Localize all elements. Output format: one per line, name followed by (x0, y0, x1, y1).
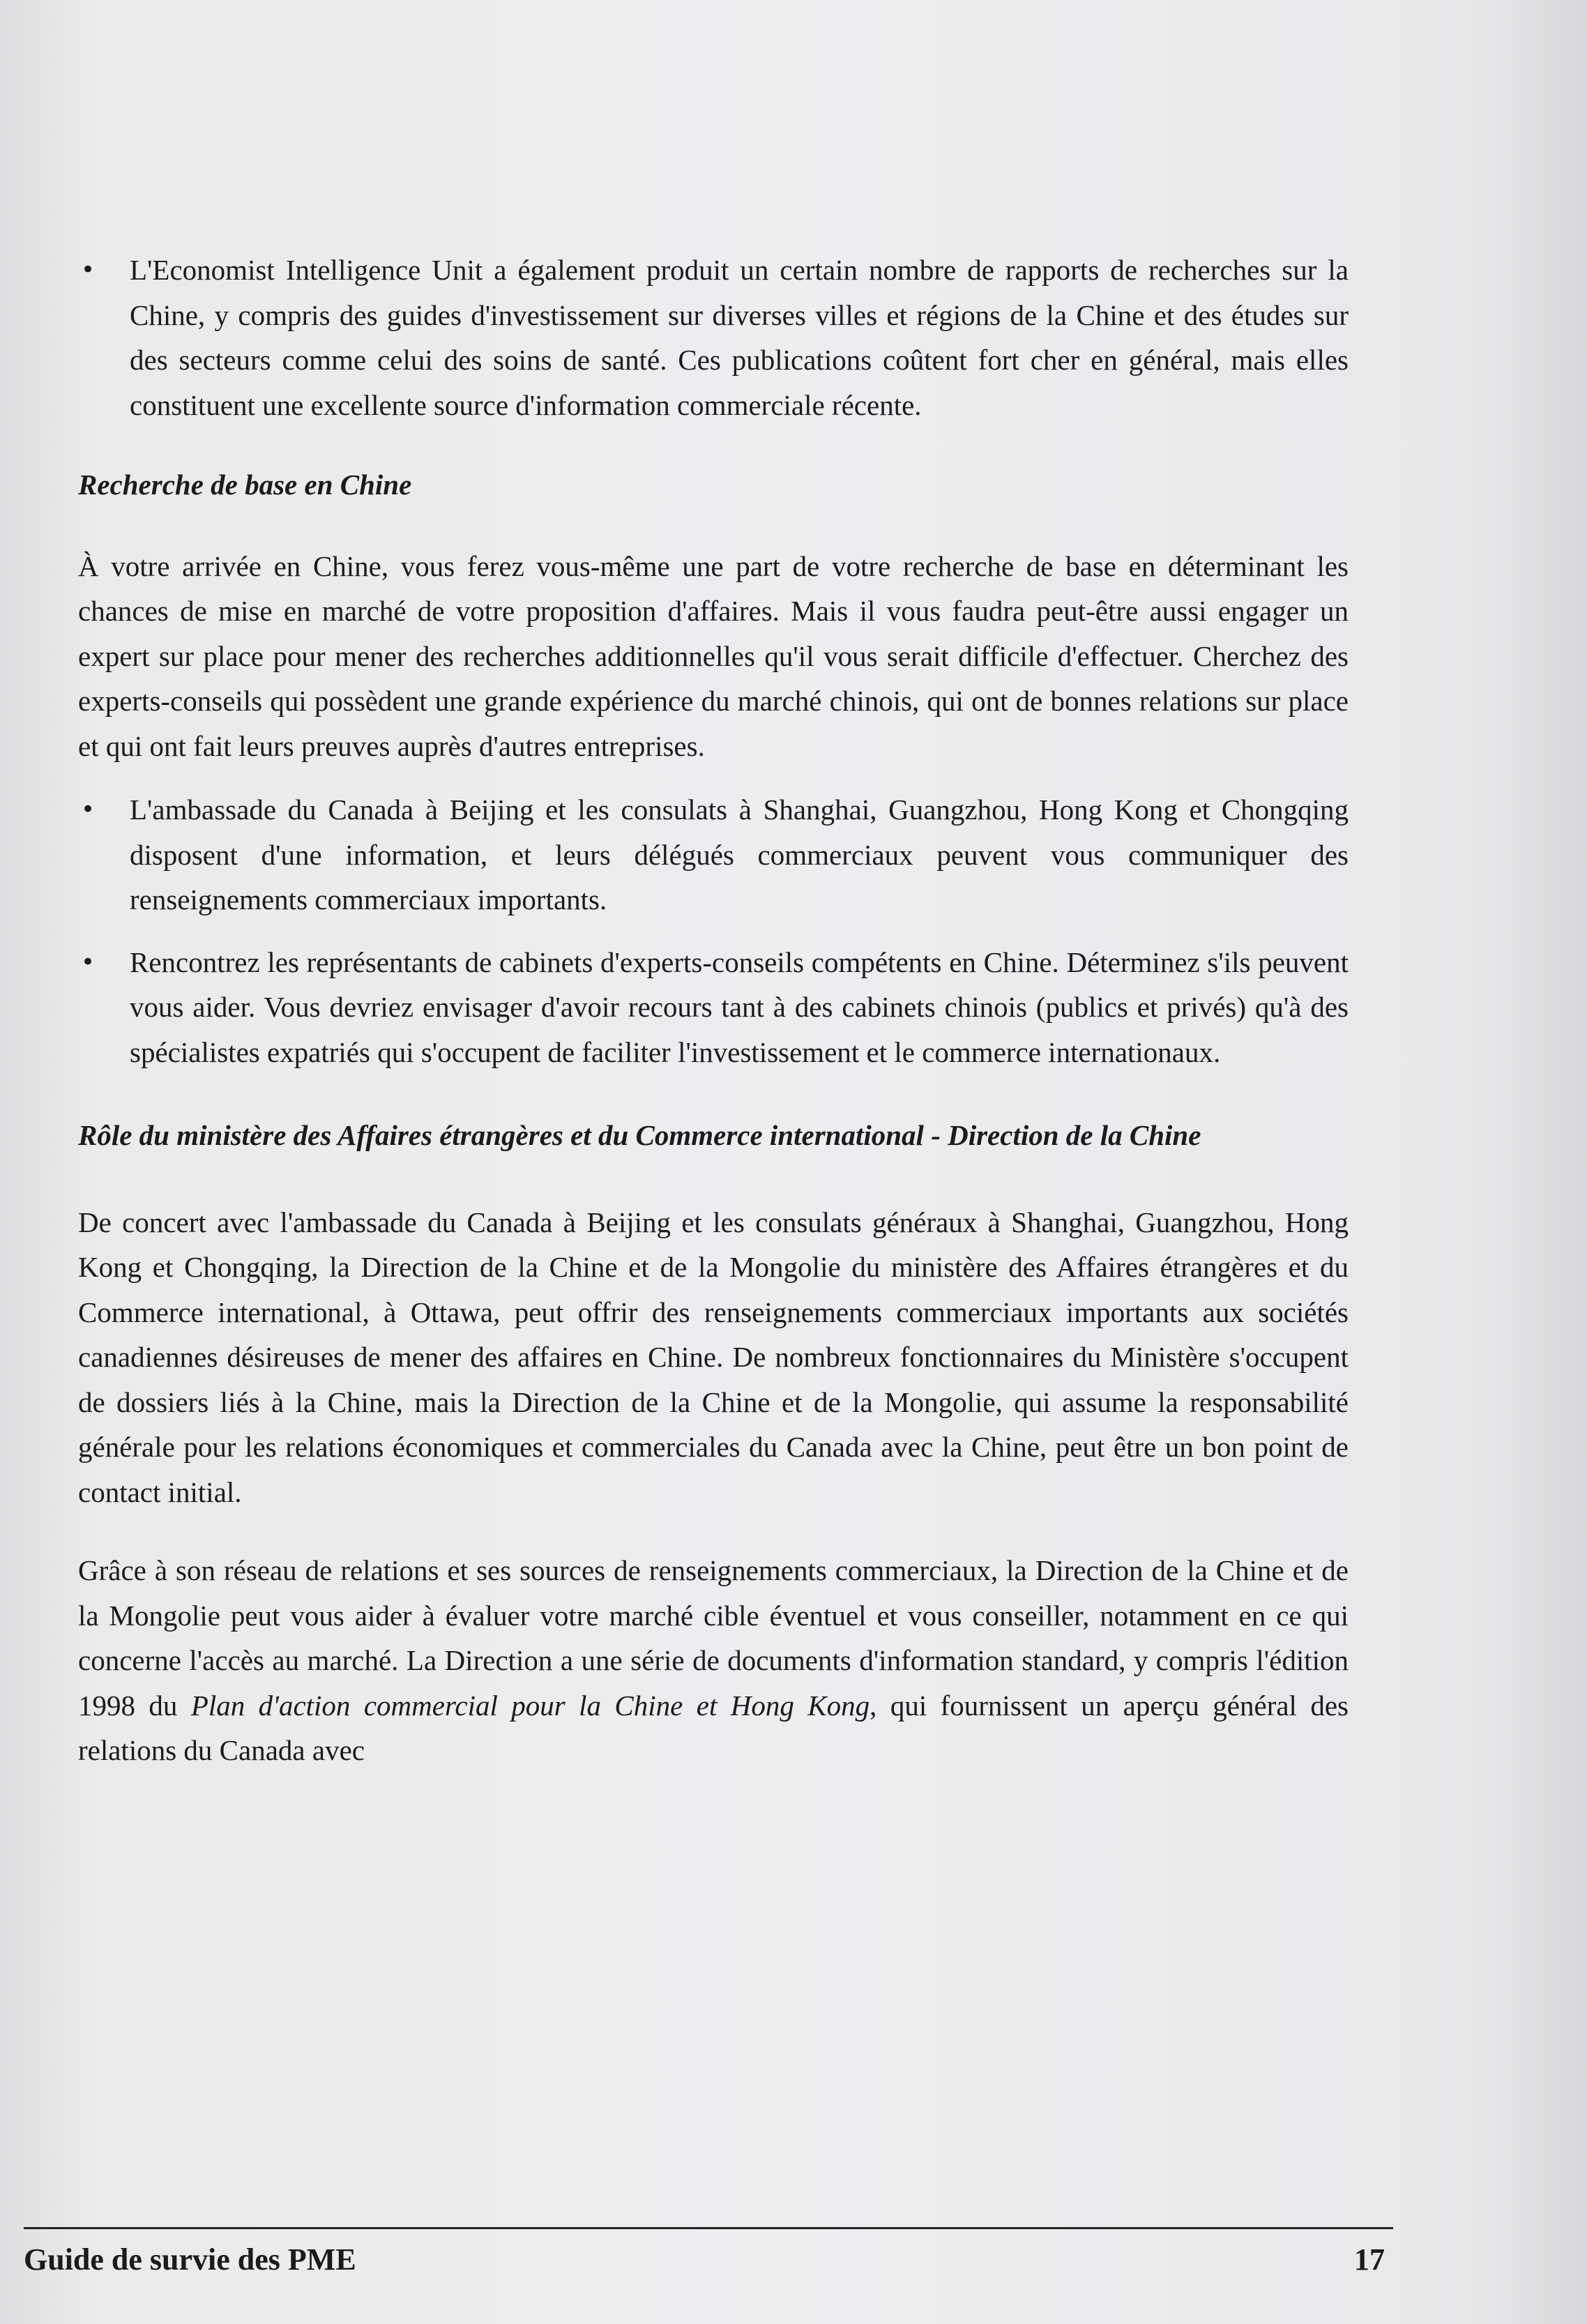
bullet-text: L'ambassade du Canada à Beijing et les consulats à Shanghai, Guangzhou, Hong Kong et Chongqing disposent d'une information, et leurs délégués commerciaux peuvent vous communiquer des renseignements commerciaux importants. (130, 793, 1349, 916)
page-content (78, 248, 1349, 1773)
paragraph-text: Grâce à son réseau de relations et ses sources de renseignements commerciaux, la Direction de la Chine et de la Mongolie peut vous aider à évaluer votre marché cible éventuel et vous conseiller, notamment en ce qui concerne l'accès au marché. La Direction a une série de documents d'information standard, y compris l'édition 1998 du (78, 1554, 1349, 1722)
page-footer (24, 2227, 1393, 2277)
paragraph-ministry: De concert avec l'ambassade du Canada à Beijing et les consulats généraux à Shanghai, Guangzhou, Hong Kong et Chongqing, la Direction de la Chine et de la Mongolie du ministère des Affaires étrangères et du Commerce international, à Ottawa, peut offrir des renseignements commerciaux importants aux sociétés canadiennes désireuses de mener des affaires en Chine. De nombreux fonctionnaires du Ministère s'occupent de dossiers liés à la Chine, mais la Direction de la Chine et de la Mongolie, qui assume la responsabilité générale pour les relations économiques et commerciales du Canada avec la Chine, peut être un bon point de contact initial. (78, 1206, 1349, 1508)
paragraph-text: , qui fournissent un aperçu général des relations du Canada avec (78, 1689, 1349, 1766)
bullet-text: Rencontrez les représentants de cabinets d'experts-conseils compétents en Chine. Déterminez s'ils peuvent vous aider. Vous devriez envisager d'avoir recours tant à des cabinets chinois (publics et privés) qu'à des spécialistes expatriés qui s'occupent de faciliter l'investissement et le commerce internationaux. (130, 945, 1349, 1068)
document-title-italic: Plan d'action commercial pour la Chine et Hong Kong (190, 1689, 870, 1722)
bullet-item (78, 940, 1349, 1075)
bullet-text: L'Economist Intelligence Unit a également produit un certain nombre de rapports de recherches sur la Chine, y compris des guides d'investissement sur diverses villes et régions de la Chine et des études sur des secteurs comme celui des soins de santé. Ces publications coûtent fort cher en général, mais elles constituent une excellente source d'information commerciale récente. (130, 254, 1349, 421)
paragraph-research: À votre arrivée en Chine, vous ferez vous-même une part de votre recherche de base en déterminant les chances de mise en marché de votre proposition d'affaires. Mais il vous faudra peut-être aussi engager un expert sur place pour mener des recherches additionnelles qu'il vous serait difficile d'effectuer. Cherchez des experts-conseils qui possèdent une grande expérience du marché chinois, qui ont de bonnes relations sur place et qui ont fait leurs preuves auprès d'autres entreprises. (78, 549, 1349, 762)
bullet-item (78, 248, 1349, 427)
bullet-icon: • (81, 256, 96, 284)
section-heading-ministry: Rôle du ministère des Affaires étrangères et du Commerce international - Direction de la Chine (78, 1119, 1201, 1151)
page-edge-shadow (1429, 0, 1587, 2324)
footer-title: Guide de survie des PME (24, 2242, 356, 2277)
bullet-icon: • (81, 948, 96, 976)
page-number: 17 (1354, 2242, 1385, 2277)
bullet-item (78, 787, 1349, 922)
section-heading-research: Recherche de base en Chine (78, 469, 412, 501)
bullet-icon: • (81, 796, 96, 823)
paragraph-direction (78, 1548, 1349, 1773)
